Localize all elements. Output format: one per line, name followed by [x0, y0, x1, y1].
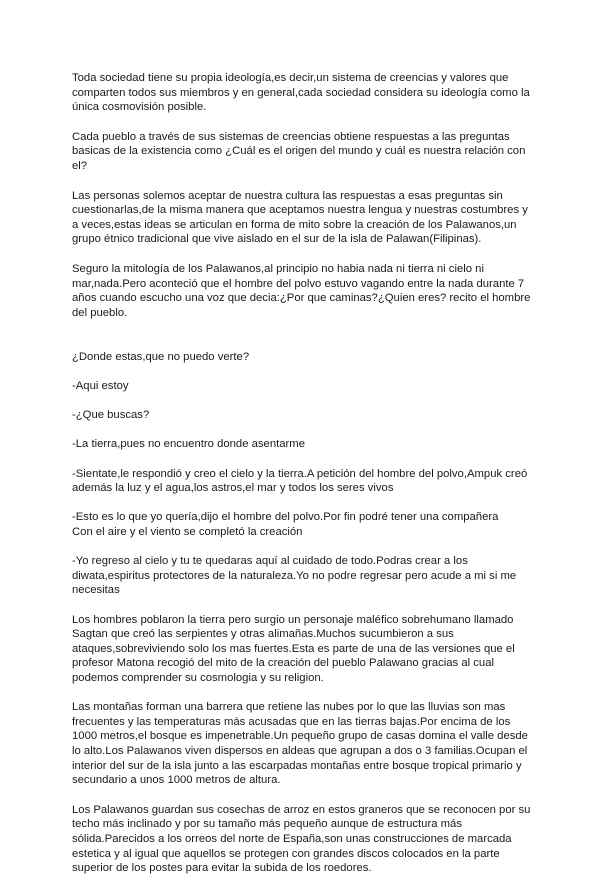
paragraph-creencias: Cada pueblo a través de sus sistemas de creencias obtiene respuestas a las preguntas basicas de la existencia como ¿Cuál es el origen del mundo y cuál es nuestra relación con el?	[72, 130, 526, 172]
dialogue-line: ¿Donde estas,que no puedo verte?	[72, 350, 250, 363]
document-body	[72, 71, 532, 891]
dialogue-line: -La tierra,pues no encuentro donde asentarme	[72, 438, 305, 451]
paragraph-cultura: Las personas solemos aceptar de nuestra cultura las respuestas a esas preguntas sin cuestionarlas,de la misma manera que aceptamos nuestra lengua y nuestras costumbres y a veces,estas ideas se articulan en forma de mito sobre la creación de los Palawanos,un grupo étnico tradicional que vive aislado en el sur de la isla de Palawan(Filipinas).	[72, 189, 528, 246]
paragraph-montanas: Las montañas forman una barrera que retiene las nubes por lo que las lluvias son mas frecuentes y las temperaturas más acusadas que en las tierras bajas.Por encima de los 1000 metros,el bosque es impenetrable.Un pequeño grupo de casas domina el valle desde lo alto.Los Palawanos viven dispersos en aldeas que agrupan a dos o 3 familias.Ocupan el interior del sur de la isla junto a las escarpadas montañas entre bosque tropical primario y secundario a unos 1000 metros de altura.	[72, 701, 528, 787]
paragraph-graneros: Los Palawanos guardan sus cosechas de arroz en estos graneros que se reconocen por su techo más inclinado y por su tamaño más pequeño aunque de estructura más sólida.Parecidos a los orreos del norte de España,son unas construcciones de marcada estetica y al igual que aquellos se protegen con grandes discos colocados en la parte superior de los postes para evitar la subida de los roedores.	[72, 803, 531, 875]
dialogue-line: -Sientate,le respondió y creo el cielo y la tierra.A petición del hombre del polvo,Ampuk creó además la luz y el agua,los astros,el mar y todos los seres vivos	[72, 467, 528, 495]
dialogue-block	[72, 335, 532, 700]
paragraph-ideologia: Toda sociedad tiene su propia ideología,es decir,un sistema de creencias y valores que comparten todos sus miembros y en general,cada sociedad considera su ideología como la única cosmovisión posible.	[72, 72, 530, 114]
dialogue-line: -Esto es lo que yo quería,dijo el hombre del polvo.Por fin podré tener una compañera Con el aire y el viento se completó la creación	[72, 511, 499, 539]
paragraph-sagtan: Los hombres poblaron la tierra pero surgio un personaje maléfico sobrehumano llamado Sagtan que creó las serpientes y otras alimañas.Muchos sucumbieron a sus ataques,sobreviviendo solo los mas fuertes.Esta es parte de una de las versiones que el profesor Matona recogió del mito de la creación del pueblo Palawano gracias al cual podemos comprender su cosmologia y su religion.	[72, 613, 515, 684]
dialogue-line: -Yo regreso al cielo y tu te quedaras aquí al cuidado de todo.Podras crear a los diwata,espiritus protectores de la naturaleza.Yo no podre regresar pero acude a mi si me necesitas	[72, 555, 517, 597]
dialogue-line: -¿Que buscas?	[72, 409, 150, 422]
paragraph-mitologia: Seguro la mitología de los Palawanos,al principio no habia nada ni tierra ni cielo ni mar,nada.Pero aconteció que el hombre del polvo estuvo vagando entre la nada durante 7 años cuando escucho una voz que decia:¿Por que caminas?¿Quien eres? recito el hombre del pueblo.	[72, 262, 531, 319]
dialogue-line: -Aqui estoy	[72, 380, 129, 393]
